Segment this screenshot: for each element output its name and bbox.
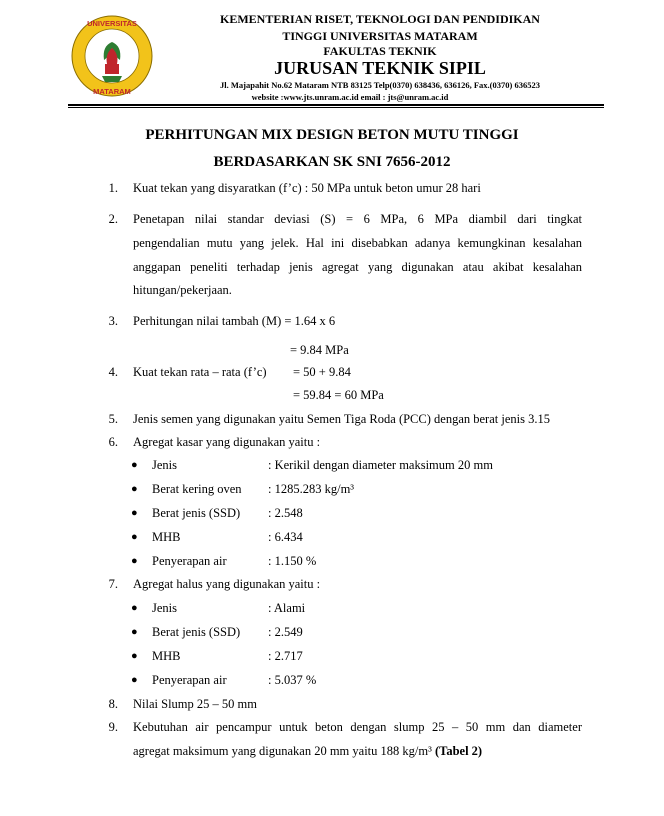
prop-value: : 5.037 % <box>268 673 317 687</box>
item-text: Agregat kasar yang digunakan yaitu : <box>133 435 321 449</box>
item-number: 5. <box>108 412 118 426</box>
prop-value: : Alami <box>268 601 306 615</box>
item-text: Jenis semen yang digunakan yaitu Semen Tiga Roda (PCC) dengan berat jenis 3.15 <box>133 412 550 426</box>
svg-text:UNIVERSITAS: UNIVERSITAS <box>87 19 137 28</box>
item-text: Nilai Slump 25 – 50 mm <box>133 697 257 711</box>
header-divider-thick <box>68 104 604 106</box>
item-text-fragment: agregat maksimum yang digunakan 20 mm yaitu 188 kg/m³ <box>133 744 435 758</box>
prop-value: : 1285.283 kg/m³ <box>268 482 355 496</box>
header-divider-thin <box>68 107 604 108</box>
prop-label: Penyerapan air <box>152 673 227 687</box>
item-text-line: anggapan peneliti terhadap jenis agregat yang digunakan atau akibat kesalahan <box>133 260 582 274</box>
item-text-line <box>133 743 482 759</box>
doc-title-line1: PERHITUNGAN MIX DESIGN BETON MUTU TINGGI <box>145 127 519 143</box>
bullet-icon: ● <box>131 531 138 543</box>
item-equation: = 50 + 9.84 <box>293 365 351 379</box>
item-text: Agregat halus yang digunakan yaitu : <box>133 577 321 591</box>
svg-text:MATARAM: MATARAM <box>93 87 131 96</box>
bullet-icon: ● <box>131 650 138 662</box>
item-number: 6. <box>108 435 118 449</box>
item-number: 1. <box>108 181 118 195</box>
item-label: Kuat tekan rata – rata (f’c) <box>133 365 267 379</box>
header-ministry: KEMENTERIAN RISET, TEKNOLOGI DAN PENDIDIKAN <box>220 12 540 26</box>
bullet-icon: ● <box>131 626 138 638</box>
bullet-icon: ● <box>131 507 138 519</box>
header-contact: website :www.jts.unram.ac.id email : jts@unram.ac.id <box>251 92 449 102</box>
item-number: 2. <box>108 212 118 226</box>
item-number: 4. <box>108 365 118 379</box>
item-text: Kuat tekan yang disyaratkan (f’c) : 50 MPa untuk beton umur 28 hari <box>133 181 481 195</box>
item-text-line: pengendalian mutu yang jelek. Hal ini disebabkan adanya kemungkinan kesalahan <box>133 236 582 250</box>
prop-label: Jenis <box>152 458 177 472</box>
header-university: TINGGI UNIVERSITAS MATARAM <box>282 29 478 43</box>
item-equation: = 59.84 = 60 MPa <box>293 388 384 402</box>
item-result: = 9.84 MPa <box>290 343 349 357</box>
item-number: 7. <box>108 577 118 591</box>
prop-value: : Kerikil dengan diameter maksimum 20 mm <box>268 458 493 472</box>
bullet-icon: ● <box>131 602 138 614</box>
item-number: 3. <box>108 314 118 328</box>
prop-label: MHB <box>152 649 181 663</box>
prop-value: : 2.549 <box>268 625 303 639</box>
item-number: 9. <box>108 720 118 734</box>
item-text-line: Penetapan nilai standar deviasi (S) = 6 MPa, 6 MPa diambil dari tingkat <box>133 212 582 226</box>
university-logo <box>68 12 156 100</box>
bullet-icon: ● <box>131 483 138 495</box>
item-number: 8. <box>108 697 118 711</box>
prop-value: : 2.717 <box>268 649 303 663</box>
prop-label: Jenis <box>152 601 177 615</box>
item-text-line: hitungan/pekerjaan. <box>133 283 232 297</box>
prop-label: Berat jenis (SSD) <box>152 625 241 639</box>
item-text-line: Kebutuhan air pencampur untuk beton dengan slump 25 – 50 mm dan diameter <box>133 720 582 734</box>
doc-title-line2: BERDASARKAN SK SNI 7656-2012 <box>213 154 451 170</box>
prop-value: : 1.150 % <box>268 554 317 568</box>
prop-label: Berat kering oven <box>152 482 242 496</box>
item-text: Perhitungan nilai tambah (M) = 1.64 x 6 <box>133 314 336 328</box>
header-address: Jl. Majapahit No.62 Mataram NTB 83125 Telp(0370) 638436, 636126, Fax.(0370) 636523 <box>220 80 540 90</box>
prop-label: MHB <box>152 530 181 544</box>
prop-label: Penyerapan air <box>152 554 227 568</box>
header-faculty: FAKULTAS TEKNIK <box>323 44 437 58</box>
header-department: JURUSAN TEKNIK SIPIL <box>274 58 486 78</box>
bullet-icon: ● <box>131 674 138 686</box>
bullet-icon: ● <box>131 459 138 471</box>
prop-value: : 2.548 <box>268 506 303 520</box>
prop-label: Berat jenis (SSD) <box>152 506 241 520</box>
table-reference: (Tabel 2) <box>434 744 483 758</box>
bullet-icon: ● <box>131 555 138 567</box>
prop-value: : 6.434 <box>268 530 303 544</box>
